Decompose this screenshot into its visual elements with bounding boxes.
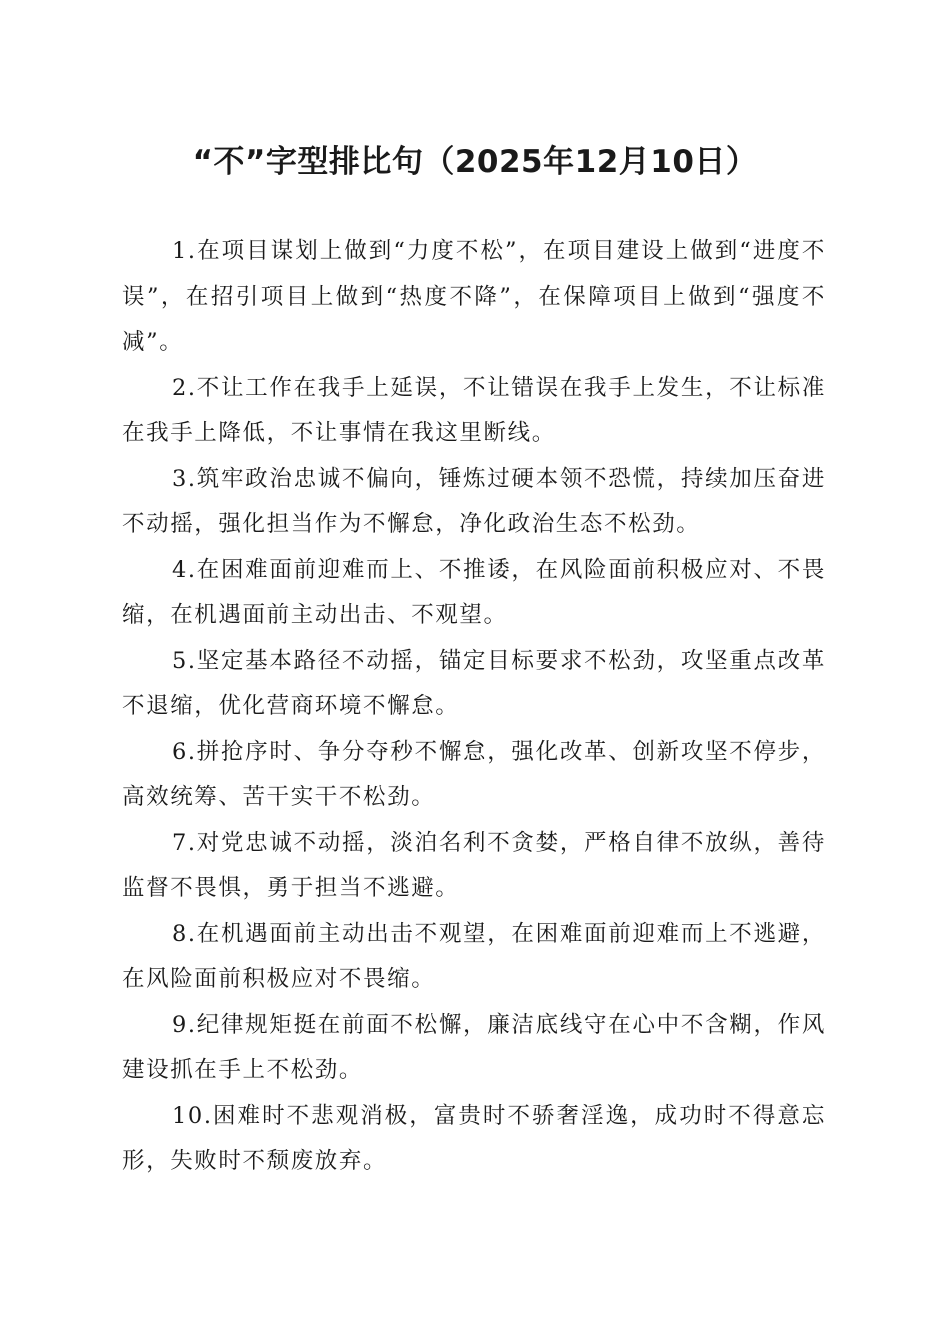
- paragraph-7: 7.对党忠诚不动摇，淡泊名利不贪婪，严格自律不放纵，善待监督不畏惧，勇于担当不逃避。: [122, 829, 826, 901]
- paragraph-8: 8.在机遇面前主动出击不观望，在困难面前迎难而上不逃避，在风险面前积极应对不畏缩。: [122, 920, 826, 992]
- paragraph-1: 1.在项目谋划上做到“力度不松”，在项目建设上做到“进度不误”，在招引项目上做到“热度不降”，在保障项目上做到“强度不减”。: [122, 238, 826, 355]
- document-title: “不”字型排比句（2025年12月10日）: [192, 144, 758, 180]
- paragraph-3: 3.筑牢政治忠诚不偏向，锤炼过硬本领不恐慌，持续加压奋进不动摇，强化担当作为不懈怠，净化政治生态不松劲。: [122, 465, 826, 537]
- paragraph-2: 2.不让工作在我手上延误，不让错误在我手上发生，不让标准在我手上降低，不让事情在我这里断线。: [122, 374, 826, 446]
- paragraph-10: 10.困难时不悲观消极，富贵时不骄奢淫逸，成功时不得意忘形，失败时不颓废放弃。: [122, 1102, 826, 1174]
- paragraph-9: 9.纪律规矩挺在前面不松懈，廉洁底线守在心中不含糊，作风建设抓在手上不松劲。: [122, 1011, 826, 1083]
- paragraph-6: 6.拼抢序时、争分夺秒不懈怠，强化改革、创新攻坚不停步，高效统筹、苦干实干不松劲。: [122, 738, 826, 810]
- paragraph-5: 5.坚定基本路径不动摇，锚定目标要求不松劲，攻坚重点改革不退缩，优化营商环境不懈怠。: [122, 647, 826, 719]
- paragraph-4: 4.在困难面前迎难而上、不推诿，在风险面前积极应对、不畏缩，在机遇面前主动出击、不观望。: [122, 556, 826, 628]
- document-body: [122, 229, 826, 1185]
